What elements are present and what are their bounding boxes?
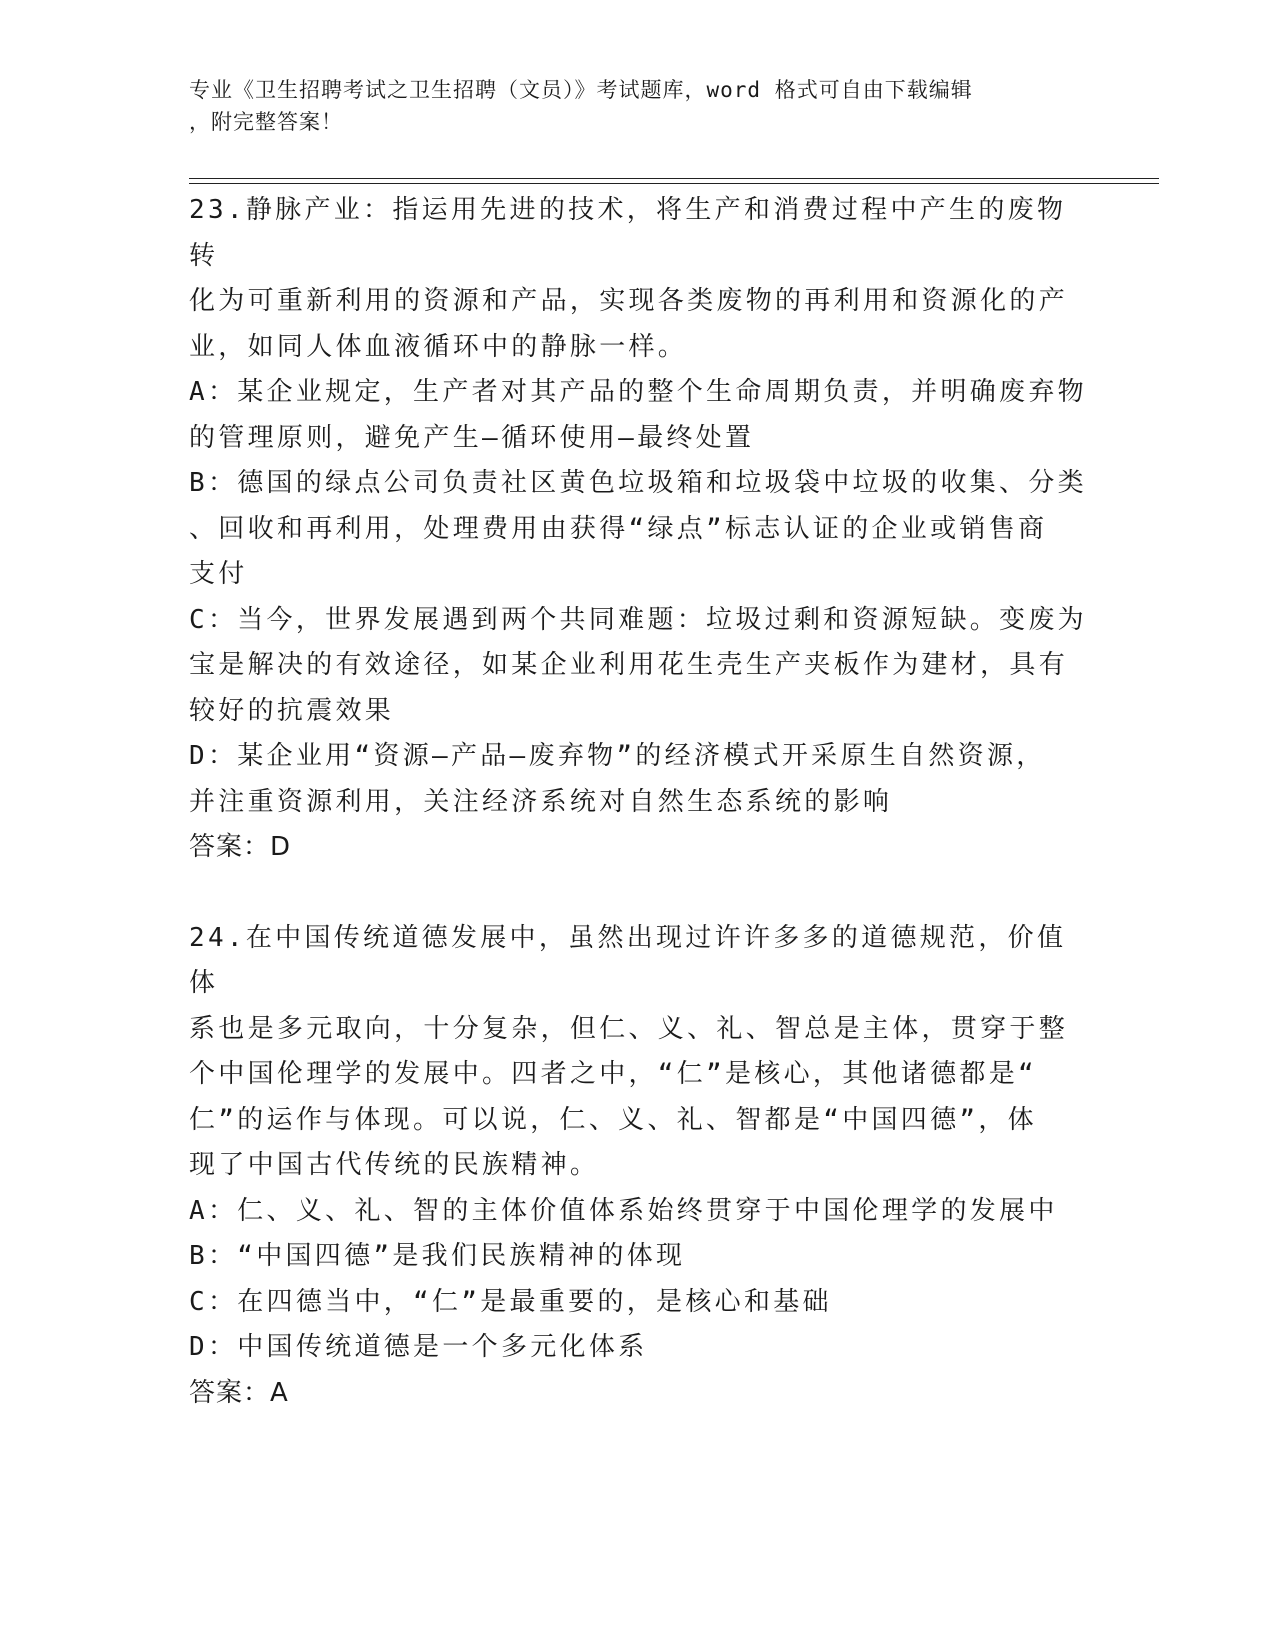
stem-line: 24.在中国传统道德发展中，虽然出现过许许多多的道德规范，价值体 (189, 922, 1067, 998)
stem-line: 业，如同人体血液循环中的静脉一样。 (189, 331, 688, 362)
header-divider-top (189, 178, 1159, 179)
option-line: C：在四德当中，“仁”是最重要的，是核心和基础 (189, 1286, 832, 1317)
stem-line: 个中国伦理学的发展中。四者之中，“仁”是核心，其他诸德都是“ (189, 1059, 1037, 1089)
option-b (189, 461, 1089, 598)
stem-line: 仁”的运作与体现。可以说，仁、义、礼、智都是“中国四德”，体 (189, 1104, 1037, 1135)
option-line: B：德国的绿点公司负责社区黄色垃圾箱和垃圾袋中垃圾的收集、分类 (189, 468, 1087, 498)
stem-line: 系也是多元取向，十分复杂，但仁、义、礼、智总是主体，贯穿于整 (189, 1013, 1069, 1044)
header-line-1: 专业《卫生招聘考试之卫生招聘（文员）》考试题库，word 格式可自由下载编辑 (189, 78, 973, 102)
option-c (189, 598, 1089, 735)
option-line: 并注重资源利用，关注经济系统对自然生态系统的影响 (189, 786, 893, 817)
option-line: 较好的抗震效果 (189, 695, 395, 726)
option-line: B：“中国四德”是我们民族精神的体现 (189, 1241, 686, 1271)
option-line: 宝是解决的有效途径，如某企业利用花生壳生产夹板作为建材，具有 (189, 650, 1069, 680)
question-stem (189, 916, 1089, 1189)
answer-label: 答案：A (189, 1377, 289, 1408)
option-line: A：某企业规定，生产者对其产品的整个生命周期负责，并明确废弃物 (189, 377, 1087, 407)
option-d (189, 1325, 1089, 1371)
option-line: D：中国传统道德是一个多元化体系 (189, 1332, 648, 1362)
question-23 (189, 188, 1089, 871)
stem-line: 23.静脉产业：指运用先进的技术，将生产和消费过程中产生的废物转 (189, 195, 1067, 271)
option-line: 、回收和再利用，处理费用由获得“绿点”标志认证的企业或销售商 (189, 513, 1048, 544)
option-d (189, 734, 1089, 825)
option-a (189, 370, 1089, 461)
document-header (189, 74, 1069, 138)
option-c (189, 1280, 1089, 1326)
question-stem (189, 188, 1089, 370)
question-list (189, 188, 1089, 1416)
header-divider-bottom (189, 183, 1159, 184)
option-line: D：某企业用“资源—产品—废弃物”的经济模式开采原生自然资源， (189, 741, 1046, 771)
option-line: C：当今，世界发展遇到两个共同难题：垃圾过剩和资源短缺。变废为 (189, 604, 1087, 635)
answer-label: 答案：D (189, 832, 292, 862)
header-line-2: ，附完整答案！ (189, 110, 343, 134)
option-line: A：仁、义、礼、智的主体价值体系始终贯穿于中国伦理学的发展中 (189, 1195, 1058, 1226)
option-a (189, 1189, 1089, 1235)
option-line: 的管理原则，避免产生—循环使用—最终处置 (189, 422, 755, 453)
option-line: 支付 (189, 559, 248, 589)
stem-line: 化为可重新利用的资源和产品，实现各类废物的再利用和资源化的产 (189, 286, 1069, 316)
option-b (189, 1234, 1089, 1280)
question-24 (189, 916, 1089, 1417)
stem-line: 现了中国古代传统的民族精神。 (189, 1150, 600, 1180)
